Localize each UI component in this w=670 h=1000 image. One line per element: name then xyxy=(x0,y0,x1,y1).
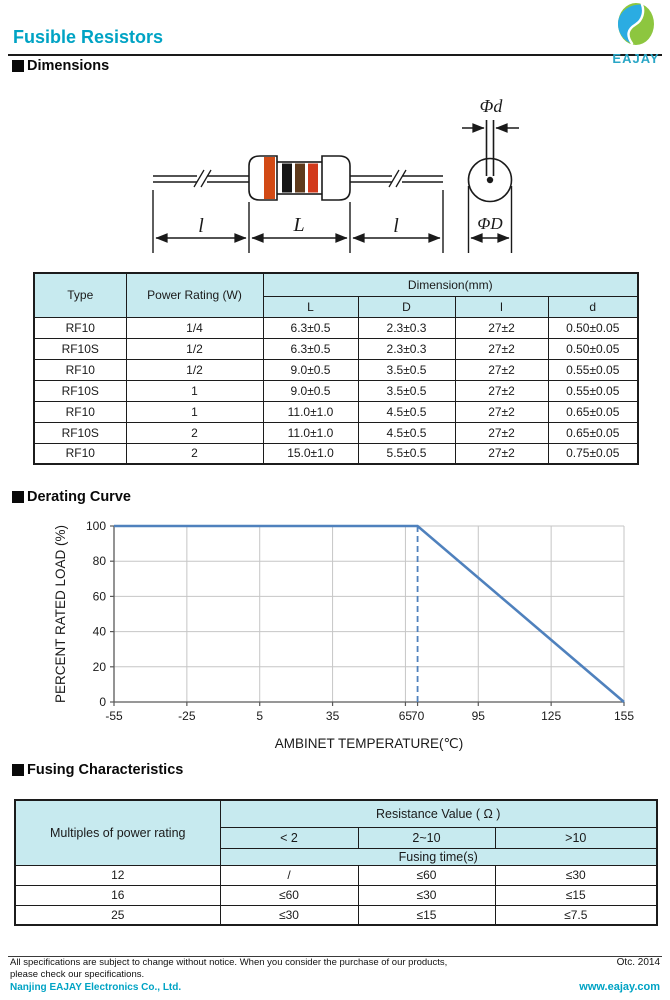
footer-note-line1: All specifications are subject to change without notice. When you consider the purchase of our products, xyxy=(10,957,448,968)
table-cell: 4.5±0.5 xyxy=(358,401,455,422)
x-tick-label: 5 xyxy=(256,709,264,723)
table-cell: ≤7.5 xyxy=(495,905,657,925)
lead-diameter-label: Φd xyxy=(479,96,503,116)
y-tick-label: 60 xyxy=(92,589,106,604)
color-band-orange xyxy=(264,157,275,199)
table-cell: 0.65±0.05 xyxy=(548,401,638,422)
square-bullet-icon xyxy=(12,60,24,72)
col-header-d: d xyxy=(548,296,638,317)
lead-length-label: l xyxy=(393,215,399,237)
table-cell: 2 xyxy=(126,422,263,443)
table-cell: 27±2 xyxy=(455,422,548,443)
table-cell: / xyxy=(220,865,358,885)
dimensions-table xyxy=(33,272,639,465)
table-cell: 0.50±0.05 xyxy=(548,317,638,338)
footer-website: www.eajay.com xyxy=(579,981,660,993)
table-cell: 1 xyxy=(126,401,263,422)
col-header-l: l xyxy=(455,296,548,317)
table-row xyxy=(34,317,638,338)
table-cell: RF10S xyxy=(34,380,126,401)
table-cell: ≤15 xyxy=(495,885,657,905)
table-cell: 27±2 xyxy=(455,401,548,422)
table-cell: 15.0±1.0 xyxy=(263,443,358,464)
table-row xyxy=(15,865,657,885)
table-cell: 2.3±0.3 xyxy=(358,317,455,338)
col-header-L: L xyxy=(263,296,358,317)
section-heading-fusing xyxy=(12,762,183,778)
color-band-brown xyxy=(295,164,305,193)
table-cell: 27±2 xyxy=(455,338,548,359)
col-header-D: D xyxy=(358,296,455,317)
table-cell: 0.55±0.05 xyxy=(548,359,638,380)
x-tick-label: -25 xyxy=(178,709,196,723)
table-cell: 2 xyxy=(126,443,263,464)
table-cell: 27±2 xyxy=(455,317,548,338)
section-heading-dimensions xyxy=(12,58,109,74)
table-cell: 6.3±0.5 xyxy=(263,338,358,359)
table-cell: 27±2 xyxy=(455,443,548,464)
derating-chart xyxy=(52,512,652,765)
color-band-red xyxy=(308,164,318,193)
section-heading-label: Fusing Characteristics xyxy=(27,762,184,778)
body-length-label: L xyxy=(293,214,305,236)
x-tick-label: 65 xyxy=(398,709,413,723)
x-tick-label: 35 xyxy=(325,709,340,723)
y-tick-label: 80 xyxy=(92,554,106,569)
col-header-2to10: 2~10 xyxy=(358,827,495,848)
table-cell: 9.0±0.5 xyxy=(263,380,358,401)
table-cell: ≤30 xyxy=(495,865,657,885)
table-cell: RF10 xyxy=(34,401,126,422)
table-cell: ≤60 xyxy=(220,885,358,905)
table-row xyxy=(15,885,657,905)
table-row xyxy=(34,401,638,422)
x-axis-title: AMBINET TEMPERATURE(℃) xyxy=(274,736,464,751)
section-heading-derating xyxy=(12,489,131,505)
table-cell: ≤15 xyxy=(358,905,495,925)
table-cell: RF10S xyxy=(34,422,126,443)
series-derating-limit xyxy=(114,526,624,702)
y-tick-label: 40 xyxy=(92,624,106,639)
table-cell: RF10 xyxy=(34,443,126,464)
table-cell: 4.5±0.5 xyxy=(358,422,455,443)
table-cell: 1/2 xyxy=(126,338,263,359)
table-row xyxy=(34,380,638,401)
footer-date: Otc. 2014 xyxy=(616,957,660,968)
table-cell: 11.0±1.0 xyxy=(263,422,358,443)
table-cell: 25 xyxy=(15,905,220,925)
table-cell: 6.3±0.5 xyxy=(263,317,358,338)
x-tick-label: 155 xyxy=(613,709,635,723)
resistor-dimension-diagram xyxy=(128,86,553,263)
table-row xyxy=(34,359,638,380)
col-header-power: Power Rating (W) xyxy=(126,273,263,317)
x-tick-label: 125 xyxy=(541,709,562,723)
lead-length-label: l xyxy=(198,215,204,237)
table-cell: 1/2 xyxy=(126,359,263,380)
table-cell: ≤30 xyxy=(358,885,495,905)
page-title: Fusible Resistors xyxy=(13,27,164,47)
title-divider xyxy=(8,54,662,56)
table-cell: 3.5±0.5 xyxy=(358,380,455,401)
table-cell: RF10 xyxy=(34,359,126,380)
col-header-dimension-group: Dimension(mm) xyxy=(263,273,638,296)
col-header-resistance-group: Resistance Value ( Ω ) xyxy=(220,800,657,827)
table-cell: 12 xyxy=(15,865,220,885)
dimensions-table-body xyxy=(34,317,638,464)
table-cell: 0.75±0.05 xyxy=(548,443,638,464)
table-cell: 1/4 xyxy=(126,317,263,338)
y-tick-label: 0 xyxy=(99,695,106,709)
table-cell: 27±2 xyxy=(455,380,548,401)
table-cell: 0.65±0.05 xyxy=(548,422,638,443)
table-cell: RF10S xyxy=(34,338,126,359)
y-tick-label: 20 xyxy=(92,659,106,674)
table-cell: 9.0±0.5 xyxy=(263,359,358,380)
table-row xyxy=(15,905,657,925)
table-cell: 0.55±0.05 xyxy=(548,380,638,401)
color-band-black xyxy=(282,164,292,193)
x-tick-label: 95 xyxy=(471,709,485,723)
company-logo xyxy=(608,2,664,66)
x-tick-label: -55 xyxy=(105,709,123,723)
section-heading-label: Derating Curve xyxy=(27,489,131,505)
fusing-table-body xyxy=(15,865,657,925)
y-axis-title: PERCENT RATED LOAD (%) xyxy=(53,524,68,704)
table-row xyxy=(34,422,638,443)
y-tick-label: 100 xyxy=(85,519,106,533)
table-cell: ≤60 xyxy=(358,865,495,885)
derating-chart-svg xyxy=(52,512,652,760)
col-header-gt10: >10 xyxy=(495,827,657,848)
footer-note-line2: please check our specifications. xyxy=(10,969,145,980)
brand-name: EAJAY xyxy=(612,51,660,66)
table-row xyxy=(34,443,638,464)
table-cell: 1 xyxy=(126,380,263,401)
square-bullet-icon xyxy=(12,764,24,776)
table-cell: 5.5±0.5 xyxy=(358,443,455,464)
table-cell: 16 xyxy=(15,885,220,905)
col-header-type: Type xyxy=(34,273,126,317)
table-cell: 11.0±1.0 xyxy=(263,401,358,422)
footer-company: Nanjing EAJAY Electronics Co., Ltd. xyxy=(10,982,182,993)
resistor-body xyxy=(249,156,350,200)
table-cell: 3.5±0.5 xyxy=(358,359,455,380)
table-cell: RF10 xyxy=(34,317,126,338)
resistor-end-view xyxy=(462,120,519,253)
page-footer xyxy=(0,956,670,993)
col-header-lt2: < 2 xyxy=(220,827,358,848)
table-cell: 27±2 xyxy=(455,359,548,380)
row-header-multiples: Multiples of power rating xyxy=(15,800,220,865)
table-cell: 2.3±0.3 xyxy=(358,338,455,359)
x-tick-label: 70 xyxy=(410,709,425,723)
body-diameter-label: ΦD xyxy=(477,214,503,233)
table-row xyxy=(34,338,638,359)
square-bullet-icon xyxy=(12,491,24,503)
fusing-table xyxy=(14,799,658,926)
leaf-logo-icon xyxy=(616,2,656,48)
sub-header-fusing-time: Fusing time(s) xyxy=(220,848,657,865)
section-heading-label: Dimensions xyxy=(27,58,110,74)
table-cell: ≤30 xyxy=(220,905,358,925)
table-cell: 0.50±0.05 xyxy=(548,338,638,359)
